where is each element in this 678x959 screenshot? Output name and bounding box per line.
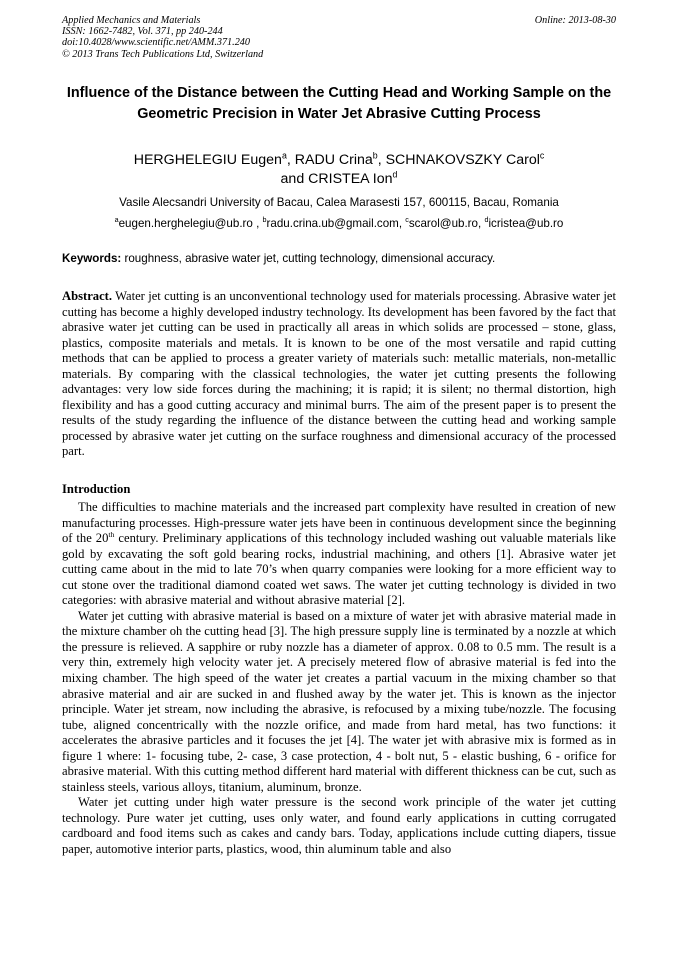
author-1: HERGHELEGIU Eugen$^a$, <box>133 150 295 168</box>
introduction-body <box>62 500 616 858</box>
keywords <box>62 252 616 266</box>
email-c: $^c$scarol@ub.ro, <box>405 215 485 230</box>
abstract-label: Abstract. <box>62 289 113 303</box>
email-b: $^b$radu.crina.ub@gmail.com, <box>262 215 406 230</box>
abstract-text: Water jet cutting is an unconventional technology used for materials processing. Abrasive water jet cutting has become a highly developed industry technology. Its development has been favored by the fact that abrasive water jet cutting can be used in practically all areas in which solids are processed – stone, glass, plastics, composite materials and metals. It is known to be one of the most versatile and rapid cutting methods that can be applied to process a greater variety of materials such: metallic materials, non-metallic materials. By comparing with the classical technologies, the water jet cutting presents the following advantages: very low side forces during the machining; it is rapid; it is silent; no thermal distortion, high flexibility and has a good cutting accuracy and minimal burrs. The aim of the present paper is to present the results of the study regarding the influence of the distance between the cutting head and working sample processed by abrasive water jet cutting on the surface roughness and dimensional accuracy of the processed part. <box>62 289 616 459</box>
author-4: and CRISTEA Ion$^d$ <box>280 168 398 187</box>
intro-paragraph-1: The difficulties to machine materials and the increased part complexity have resulted in creation of new manufacturing processes. High-pressure water jets have been in continuous development since the beginning of the 20th century. Preliminary applications of this technology included washing out valuable materials like gold by excavating the soft gold bearing rocks, industrial machining, and others [1]. Abrasive water jet cutting came about in the mid to late 70’s when quarry companies were looking for a more efficient way to cut stone over the traditional diamond coated wet saws. The water jet cutting technology is divided in two categories: with abrasive material and without abrasive material [2]. <box>62 500 616 608</box>
issn-line: ISSN: 1662-7482, Vol. 371, pp 240-244 <box>62 26 223 38</box>
author-emails <box>62 217 616 231</box>
author-2: RADU Crina$^b$, <box>294 150 386 168</box>
doi-line: doi:10.4028/www.scientific.net/AMM.371.240 <box>62 37 250 49</box>
section-heading-introduction: Introduction <box>62 482 131 496</box>
copyright-line: © 2013 Trans Tech Publications Ltd, Switzerland <box>62 48 264 60</box>
keywords-label: Keywords: <box>62 252 122 265</box>
email-a: $^a$eugen.herghelegiu@ub.ro , <box>114 215 263 230</box>
affiliation: Vasile Alecsandri University of Bacau, Calea Marasesti 157, 600115, Bacau, Romania <box>119 196 559 209</box>
author-3: SCHNAKOVSZKY Carol$^c$ <box>385 150 545 168</box>
online-date: Online: 2013-08-30 <box>534 15 616 26</box>
journal-header <box>62 15 616 60</box>
intro-paragraph-2: Water jet cutting with abrasive material is based on a mixture of water jet with abrasive material made in the mixture chamber oh the cutting head [3]. The high pressure supply line is terminated by a nozzle at which the pressure is relieved. A sapphire or ruby nozzle has a diameter of approx. 0.08 to 0.5 mm. The result is a very thin, extremely high velocity water jet. A precisely metered flow of abrasive material is fed into the mixing chamber. The high speed of the water jet creates a partial vacuum in the mixing chamber so that abrasive material and air are sucked in and flushed away by the water jet. This is known as the injector principle. Water jet stream, now including the abrasive, is refocused by a mixing tube/nozzle. The focusing tube, aligned concentrically with the nozzle orifice, and made from hard metal, has two functions: it accelerates the abrasive particles and it focuses the jet [4]. The water jet with abrasive mix is formed as in figure 1 where: 1- focusing tube, 2- case, 3 case protection, 4 - bolt nut, 5 - elastic bushing, 6 - orifice for abrasive material. With this cutting method different hard material with different thickness can be cut, such as stainless steels, various alloys, titanium, aluminum, bronze. <box>62 608 616 794</box>
keywords-text: roughness, abrasive water jet, cutting technology, dimensional accuracy. <box>121 252 496 265</box>
abstract <box>62 289 616 460</box>
paper-title: Influence of the Distance between the Cutting Head and Working Sample on the Geometric Precision in Water Jet Abrasive Cutting Process <box>66 85 612 122</box>
author-list <box>62 151 616 188</box>
journal-name: Applied Mechanics and Materials <box>62 15 201 26</box>
intro-paragraph-3: Water jet cutting under high water pressure is the second work principle of the water jet cutting technology. Pure water jet cutting, uses only water, and found early applications in cutting corrugated cardboard and food items such as cakes and candy bars. Today, applications include cutting diapers, tissue paper, automotive interior parts, plastics, wood, thin aluminum table and also <box>62 795 616 857</box>
email-d: $^d$icristea@ub.ro <box>484 215 564 230</box>
